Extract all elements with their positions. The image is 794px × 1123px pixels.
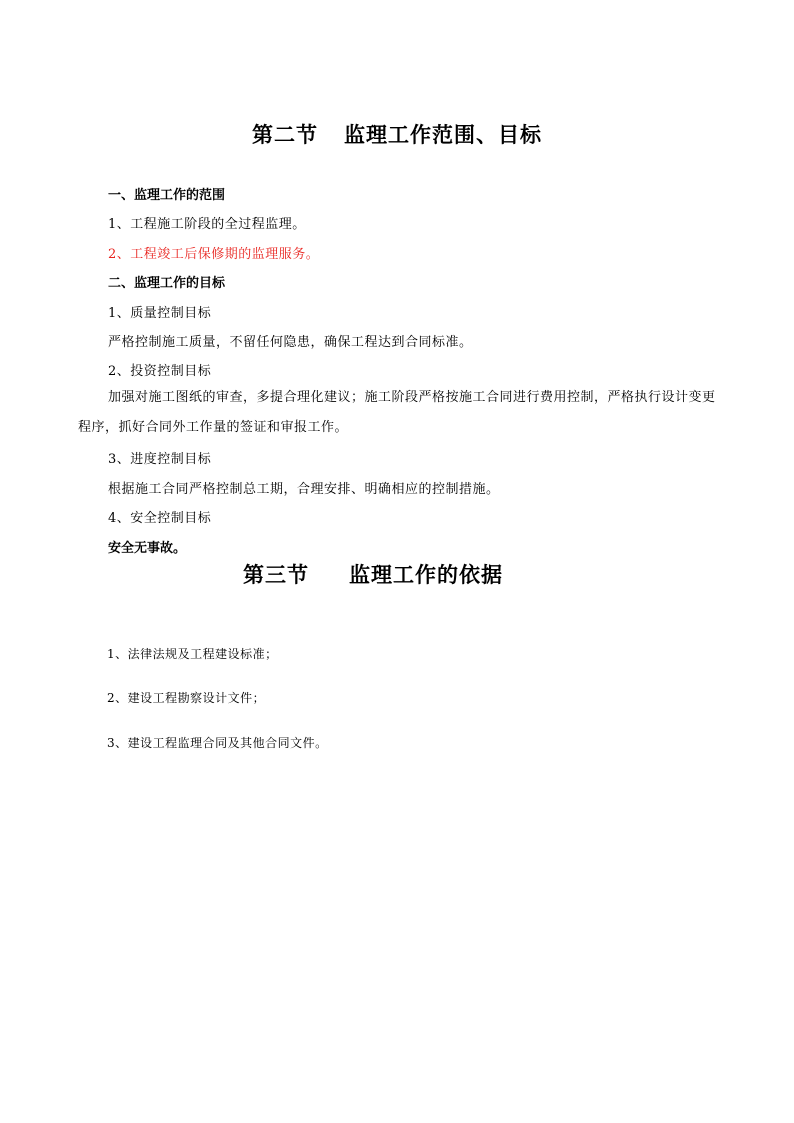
section3-title-text: 监理工作的依据 (349, 562, 503, 587)
safety-text: 安全无事故。 (108, 541, 187, 556)
progress-text: 根据施工合同严格控制总工期，合理安排、明确相应的控制措施。 (108, 482, 500, 497)
safety-label: 4、安全控制目标 (108, 511, 212, 526)
basis-item-3: 3、建设工程监理合同及其他合同文件。 (107, 736, 328, 750)
section3-title-number: 第三节 (243, 562, 309, 587)
basis-item-1: 1、法律法规及工程建设标准； (107, 647, 278, 661)
scope-item-1: 1、工程施工阶段的全过程监理。 (108, 217, 306, 232)
progress-label: 3、进度控制目标 (108, 452, 212, 467)
goal-heading: 二、监理工作的目标 (108, 276, 226, 291)
section2-title-number: 第二节 (252, 122, 318, 147)
section2-title (0, 119, 794, 149)
invest-text: 加强对施工图纸的审查，多提合理化建议；施工阶段严格按施工合同进行费用控制，严格执行设计变更程序，抓好合同外工作量的签证和审报工作。 (78, 390, 716, 435)
scope-item-2: 2、工程竣工后保修期的监理服务。 (108, 247, 320, 262)
quality-text: 严格控制施工质量，不留任何隐患，确保工程达到合同标准。 (108, 335, 473, 350)
scope-heading: 一、监理工作的范围 (108, 188, 226, 203)
quality-label: 1、质量控制目标 (108, 306, 212, 321)
basis-item-2: 2、建设工程勘察设计文件； (107, 691, 266, 705)
section2-title-text: 监理工作范围、目标 (344, 122, 542, 147)
invest-label: 2、投资控制目标 (108, 364, 212, 379)
section3-title (0, 559, 770, 589)
